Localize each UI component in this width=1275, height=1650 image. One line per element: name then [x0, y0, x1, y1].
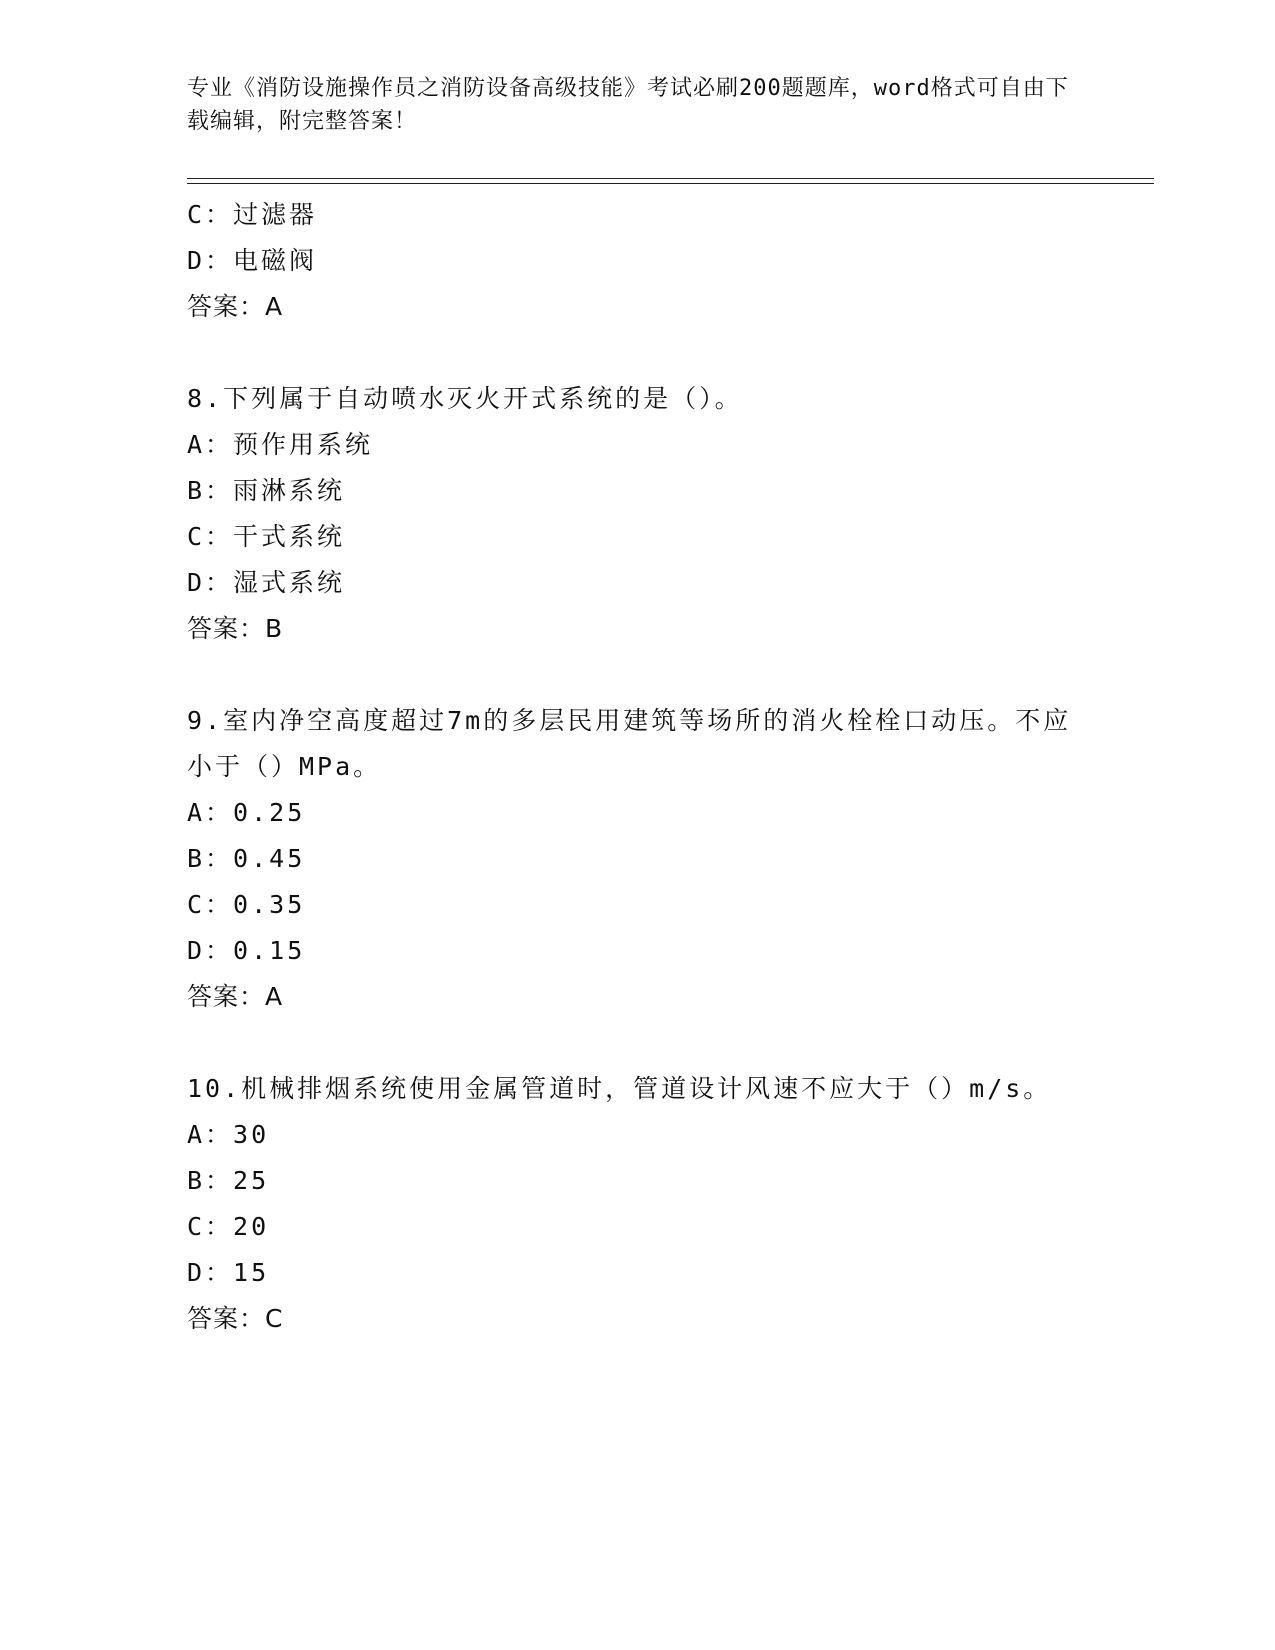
option-a: A：0.25	[187, 798, 306, 827]
option-d: D：湿式系统	[187, 568, 346, 597]
question-stem: 10.机械排烟系统使用金属管道时，管道设计风速不应大于（）m/s。	[187, 1074, 1052, 1103]
question-block-7	[187, 192, 1087, 330]
spacer	[187, 1020, 1087, 1066]
option-d: D：电磁阀	[187, 246, 318, 275]
spacer	[187, 652, 1087, 698]
option-c: C：20	[187, 1212, 270, 1241]
answer-line: 答案：C	[187, 1304, 284, 1333]
answer-line: 答案：A	[187, 982, 284, 1011]
option-b: B：0.45	[187, 844, 306, 873]
question-stem: 9.室内净空高度超过7m的多层民用建筑等场所的消火栓栓口动压。不应小于（）MPa。	[187, 706, 1072, 781]
header-divider-bottom	[187, 183, 1154, 184]
header-divider-top	[187, 178, 1154, 179]
option-b: B：雨淋系统	[187, 476, 346, 505]
question-list	[187, 192, 1087, 1342]
option-d: D：15	[187, 1258, 270, 1287]
question-stem: 8.下列属于自动喷水灭火开式系统的是（）。	[187, 384, 743, 413]
spacer	[187, 330, 1087, 376]
option-c: C：干式系统	[187, 522, 346, 551]
question-block-9	[187, 698, 1087, 1020]
question-block-8	[187, 376, 1087, 652]
option-c: C：过滤器	[187, 200, 318, 229]
option-a: A：30	[187, 1120, 270, 1149]
option-d: D：0.15	[187, 936, 306, 965]
option-b: B：25	[187, 1166, 270, 1195]
option-c: C：0.35	[187, 890, 306, 919]
option-a: A：预作用系统	[187, 430, 374, 459]
document-header: 专业《消防设施操作员之消防设备高级技能》考试必刷200题题库，word格式可自由下载编辑，附完整答案！	[187, 76, 1069, 134]
answer-line: 答案：A	[187, 292, 284, 321]
question-block-10	[187, 1066, 1087, 1342]
answer-line: 答案：B	[187, 614, 284, 643]
